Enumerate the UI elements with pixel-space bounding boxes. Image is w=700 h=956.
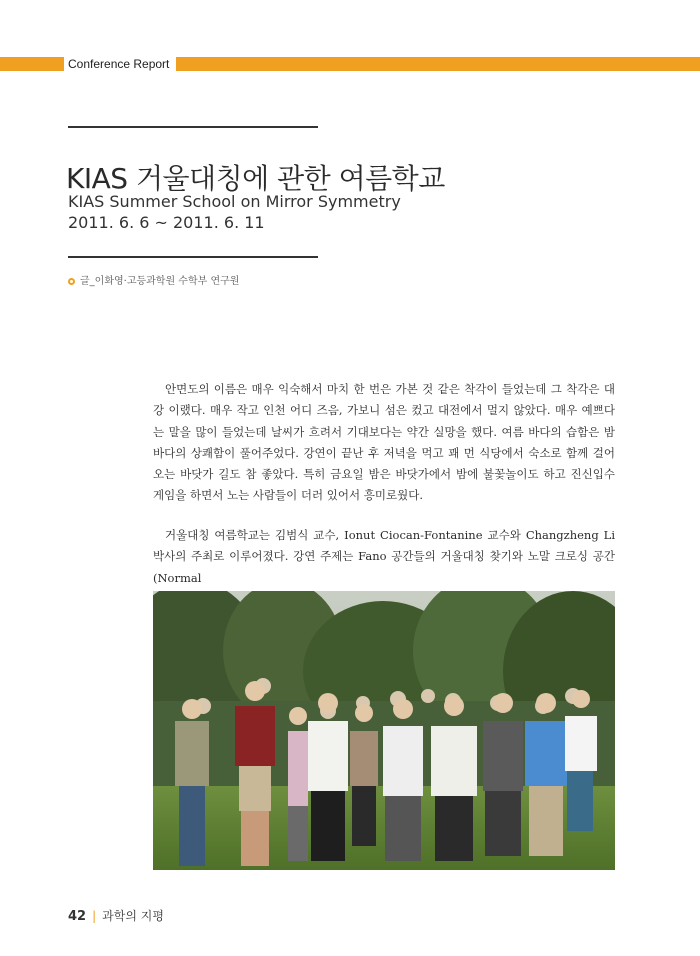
article-subtitle [68, 191, 401, 233]
group-photo [153, 591, 615, 870]
subtitle-english: KIAS Summer School on Mirror Symmetry [68, 192, 401, 211]
paragraph-1: 안면도의 이름은 매우 익숙해서 마치 한 번은 가본 것 같은 착각이 들었는데 그 착각은 대강 이랬다. 매우 작고 인천 어디 즈음, 가보니 섬은 컸고 대전에서 멀지 않았다. 매우 예쁘다는 말을 많이 들었는데 날씨가 흐려서 기대보다는 약간 실망을 했다. 여름 바다의 습함은 밤바다의 상쾌함이 풀어주었다. 강연이 끝난 후 저녁을 먹고 꽤 먼 식당에서 숙소로 함께 걸어오는 바닷가 길도 참 좋았다. 특히 금요일 밤은 바닷가에서 밤에 불꽃놀이도 하고 진신입수 게임을 하면서 노는 사람들이 더러 있어서 흥미로웠다. [153, 382, 615, 503]
footer-separator: | [92, 909, 97, 923]
group-photo-icon [153, 591, 615, 870]
article-title: KIAS 거울대칭에 관한 여름학교 [66, 161, 445, 195]
title-bottom-rule [68, 256, 318, 258]
byline-text: 글_이화영·고등과학원 수학부 연구원 [80, 276, 240, 287]
byline [68, 275, 239, 289]
page-footer [68, 909, 164, 924]
bullet-icon [68, 278, 75, 285]
title-top-rule [68, 126, 318, 128]
page-number: 42 [68, 909, 87, 924]
magazine-name: 과학의 지평 [102, 909, 164, 923]
event-dates: 2011. 6. 6 ~ 2011. 6. 11 [68, 213, 265, 232]
section-label: Conference Report [68, 57, 170, 71]
header-accent-left [0, 57, 64, 71]
section-header-bar [0, 57, 700, 71]
paragraph-2: 거울대칭 여름학교는 김범식 교수, Ionut Ciocan-Fontanine 교수와 Changzheng Li 박사의 주최로 이루어졌다. 강연 주제는 Fano 공간들의 거울대칭 찾기와 노말 크로싱 공간(Normal [153, 528, 615, 585]
header-accent-right [176, 57, 700, 71]
